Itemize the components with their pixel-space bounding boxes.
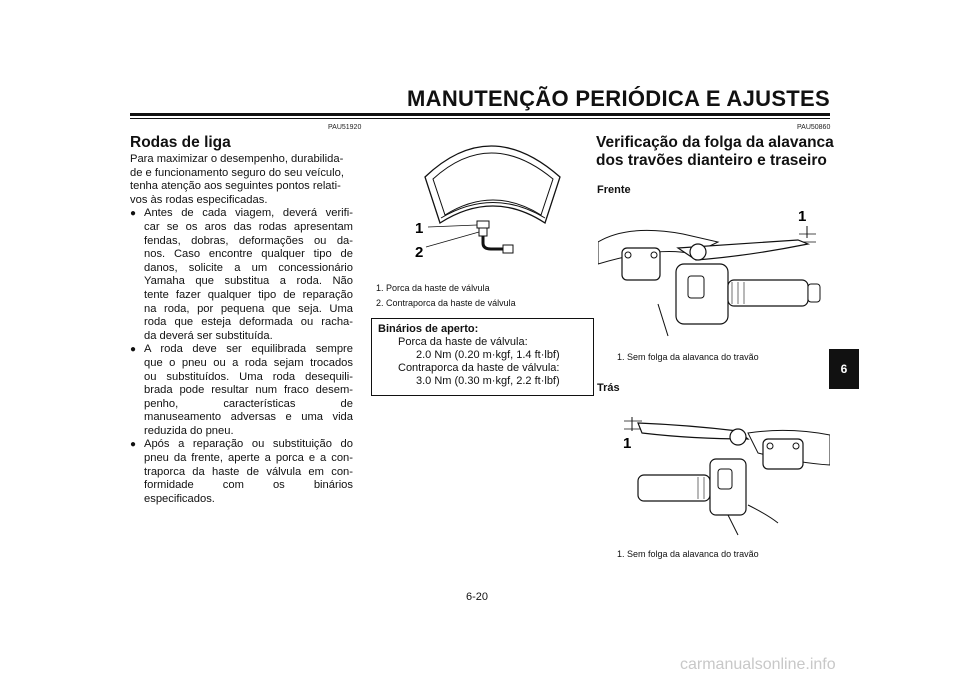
bullet-line: manuseamento adversas e uma vida xyxy=(144,411,353,424)
chapter-tab[interactable]: 6 xyxy=(829,349,859,389)
wheel-caption-1: 1. Porca da haste de válvula xyxy=(376,283,490,293)
bullet-line: brada pode resultar num fraco desem- xyxy=(144,384,353,397)
torque-line: 3.0 Nm (0.30 m·kgf, 2.2 ft·lbf) xyxy=(416,375,560,387)
section-code-right: PAU50860 xyxy=(797,124,831,131)
bullet-line: formidade com os binários xyxy=(144,479,353,492)
page-header-title: MANUTENÇÃO PERIÓDICA E AJUSTES xyxy=(407,86,830,111)
bullet-line: penho, características de xyxy=(144,397,353,410)
callout-1: 1 xyxy=(415,220,424,237)
bullet-line: Yamaha que substitua a roda. Não xyxy=(144,275,353,288)
intro-line: vos às rodas especificadas. xyxy=(130,193,268,206)
bullet-line: ou substituídos. Uma roda desequili- xyxy=(144,370,353,383)
section-code-left: PAU51920 xyxy=(328,124,362,131)
torque-line: Porca da haste de válvula: xyxy=(398,336,528,348)
intro-line: tenha atenção aos seguintes pontos relati- xyxy=(130,180,341,193)
bullet-line: reduzida do pneu. xyxy=(144,424,234,437)
torque-specification-box xyxy=(371,318,594,396)
bullet-item xyxy=(130,438,353,506)
torque-line: 2.0 Nm (0.20 m·kgf, 1.4 ft·lbf) xyxy=(416,349,560,361)
bullet-dot-icon: ● xyxy=(130,208,137,220)
bullet-item xyxy=(130,207,353,343)
bullet-line: Após a reparação ou substituição do xyxy=(144,438,353,451)
bullet-line: fendas, dobras, deformações ou da- xyxy=(144,234,353,247)
bullet-dot-icon: ● xyxy=(130,344,137,356)
front-label: Frente xyxy=(597,184,631,196)
bullet-line: que o pneu ou a roda sejam trocados xyxy=(144,356,353,369)
section-title-brake-lever-line1: Verificação da folga da alavanca xyxy=(596,134,834,151)
bullet-line: Antes de cada viagem, deverá verifi- xyxy=(144,207,353,220)
header-rule-thin xyxy=(130,118,830,119)
wheel-valve-illustration xyxy=(395,125,595,285)
front-caption: 1. Sem folga da alavanca do travão xyxy=(617,352,759,362)
bullet-dot-icon: ● xyxy=(130,439,137,451)
bullet-line: roda que esteja deformada ou racha- xyxy=(144,316,353,329)
rear-label: Trás xyxy=(597,382,620,394)
intro-line: Para maximizar o desempenho, durabilida- xyxy=(130,153,344,165)
bullet-line: A roda deve ser equilibrada sempre xyxy=(144,343,353,356)
torque-line: Contraporca da haste de válvula: xyxy=(398,362,560,374)
callout-2: 2 xyxy=(415,244,424,261)
bullet-line: nos. Caso encontre qualquer tipo de xyxy=(144,248,353,261)
left-body xyxy=(130,153,353,506)
rear-caption: 1. Sem folga da alavanca do travão xyxy=(617,549,759,559)
bullet-line: da deverá ser substituída. xyxy=(144,329,273,342)
bullet-line: car se os aros das rodas apresentam xyxy=(144,220,353,233)
rear-brake-lever-illustration xyxy=(598,405,830,545)
bullet-line: especificados. xyxy=(144,492,215,505)
torque-title: Binários de aperto: xyxy=(378,323,479,335)
section-title-brake-lever-line2: dos travões dianteiro e traseiro xyxy=(596,152,827,169)
bullet-line: danos, solicite a um concessionário xyxy=(144,261,353,274)
bullet-line: pneu da frente, aperte a porca e a con- xyxy=(144,452,353,465)
section-title-alloy-wheels: Rodas de liga xyxy=(130,134,231,151)
bullet-line: traporca da haste de válvula em con- xyxy=(144,465,353,478)
page-number: 6-20 xyxy=(466,591,489,603)
front-brake-lever-illustration xyxy=(598,204,830,344)
intro-line: de e funcionamento seguro do seu veículo, xyxy=(130,166,344,179)
bullet-line: tente fazer qualquer tipo de reparação xyxy=(144,288,353,301)
watermark: carmanualsonline.info xyxy=(680,656,836,673)
rear-callout-1: 1 xyxy=(623,435,632,452)
header-rule-thick xyxy=(130,113,830,116)
bullet-item xyxy=(130,343,353,438)
bullet-line: na roda, por pequena que seja. Uma xyxy=(144,302,353,315)
front-callout-1: 1 xyxy=(798,208,807,225)
wheel-caption-2: 2. Contraporca da haste de válvula xyxy=(376,298,516,308)
